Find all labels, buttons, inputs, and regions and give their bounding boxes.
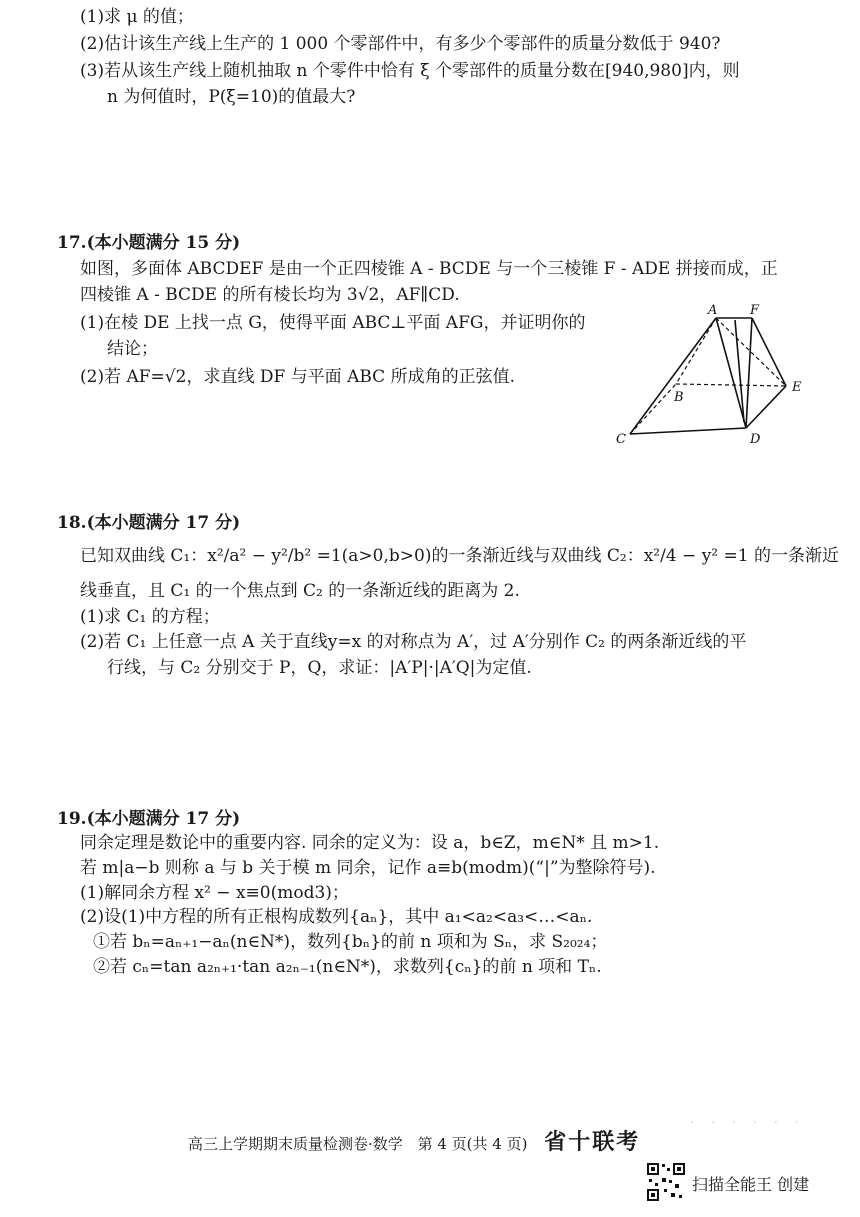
- q18-part2: (2)若 C₁ 上任意一点 A 关于直线y=x 的对称点为 A′，过 A′分别作 C₂ 的两条渐近线的平: [80, 632, 747, 652]
- edge-AB-hidden: [676, 318, 716, 384]
- q19-part1: (1)解同余方程 x² − x≡0(mod3)；: [80, 883, 349, 903]
- q17-stem-line2: 四棱锥 A - BCDE 的所有棱长均为 3√2，AF∥CD.: [80, 285, 460, 305]
- q19-part2: (2)设(1)中方程的所有正根构成数列{aₙ}，其中 a₁<a₂<a₃<…<aₙ.: [80, 907, 593, 927]
- label-B: B: [674, 390, 684, 405]
- edge-DE: [746, 386, 786, 428]
- page-number: 第 4 页(共 4 页): [417, 1135, 528, 1153]
- scanner-watermark: 扫描全能王 创建: [692, 1175, 810, 1194]
- q18-stem-line1: 已知双曲线 C₁：x²/a² − y²/b² =1(a>0,b>0)的一条渐近线与双曲线 C₂：x²/4 − y² =1 的一条渐近: [80, 546, 839, 566]
- q19-sub2: ②若 cₙ=tan a₂ₙ₊₁·tan a₂ₙ₋₁(n∈N*)，求数列{cₙ}的前 n 项和 Tₙ.: [93, 957, 602, 977]
- exam-title: 高三上学期期末质量检测卷·数学: [188, 1135, 403, 1153]
- q19-stem-line2: 若 m|a−b 则称 a 与 b 关于模 m 同余，记作 a≡b(modm)(“|”为整除符号).: [80, 858, 656, 878]
- edge-CB-hidden: [630, 384, 676, 434]
- q16-part2: (2)估计该生产线上生产的 1 000 个零部件中，有多少个零部件的质量分数低于 940?: [80, 34, 721, 54]
- q18-part2-cont: 行线，与 C₂ 分别交于 P，Q，求证：|A′P|·|A′Q|为定值.: [107, 658, 532, 678]
- q19-heading: 19.(本小题满分 17 分): [57, 809, 241, 829]
- q19-sub1: ①若 bₙ=aₙ₊₁−aₙ(n∈N*)，数列{bₙ}的前 n 项和为 Sₙ，求 S₂₀₂₄；: [93, 932, 608, 952]
- label-F: F: [750, 303, 760, 318]
- label-D: D: [750, 432, 761, 447]
- q18-heading: 18.(本小题满分 17 分): [57, 513, 241, 533]
- qr-code-icon: [646, 1162, 686, 1202]
- q16-part3: (3)若从该生产线上随机抽取 n 个零件中恰有 ξ 个零部件的质量分数在[940,980]内，则: [80, 61, 740, 81]
- polyhedron-figure: [610, 298, 820, 448]
- edge-AC: [630, 318, 716, 434]
- q16-part1: (1)求 μ 的值；: [80, 7, 194, 27]
- q17-part1-cont: 结论；: [107, 339, 158, 359]
- label-A: A: [708, 303, 718, 318]
- edge-CD: [630, 428, 746, 434]
- brand-name: 省十联考: [544, 1129, 641, 1155]
- edge-BE-hidden: [676, 384, 786, 386]
- q17-part2: (2)若 AF=√2，求直线 DF 与平面 ABC 所成角的正弦值.: [80, 367, 515, 387]
- q19-stem-line1: 同余定理是数论中的重要内容. 同余的定义为：设 a，b∈Z，m∈N* 且 m>1.: [80, 833, 660, 853]
- q16-part3-cont: n 为何值时，P(ξ=10)的值最大?: [107, 87, 356, 107]
- label-C: C: [616, 432, 626, 447]
- faint-watermark: · · · · · ·: [690, 1115, 805, 1131]
- q17-heading: 17.(本小题满分 15 分): [57, 233, 241, 253]
- edge-AD: [716, 318, 746, 428]
- edge-FD: [746, 318, 752, 428]
- q18-stem-line2: 线垂直，且 C₁ 的一个焦点到 C₂ 的一条渐近线的距离为 2.: [80, 581, 520, 601]
- q17-stem-line1: 如图，多面体 ABCDEF 是由一个正四棱锥 A - BCDE 与一个三棱锥 F - ADE 拼接而成，正: [80, 259, 778, 279]
- edge-FE: [752, 318, 786, 386]
- label-E: E: [792, 380, 802, 395]
- q18-part1: (1)求 C₁ 的方程；: [80, 607, 220, 627]
- page-footer: [188, 1125, 640, 1156]
- q17-part1: (1)在棱 DE 上找一点 G，使得平面 ABC⊥平面 AFG，并证明你的: [80, 313, 586, 333]
